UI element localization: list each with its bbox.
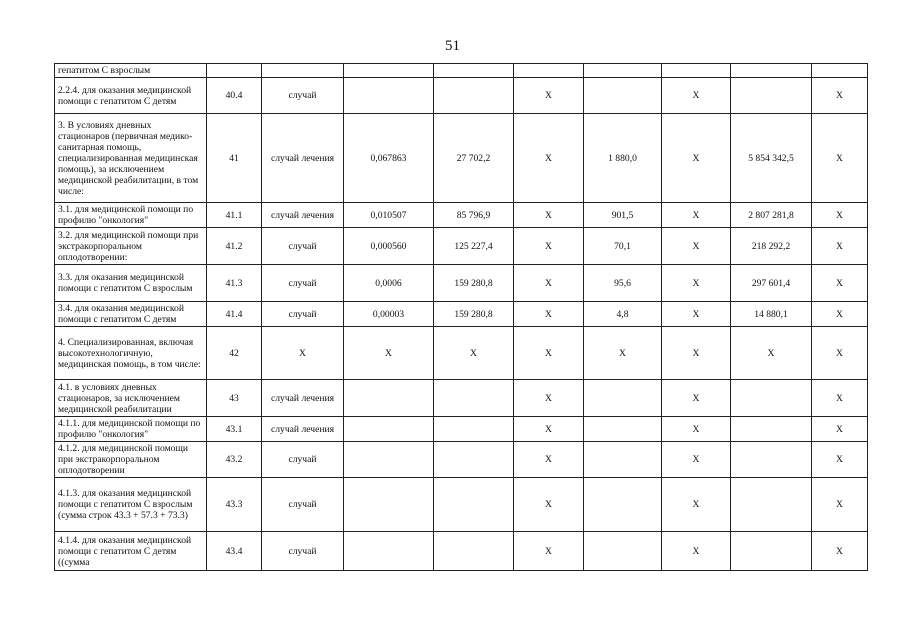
row-name-cell: 4. Специализированная, включая высокотехнологичную, медицинская помощь, в том числе: [55, 327, 207, 380]
code-cell: 41.2 [207, 228, 262, 265]
col7-cell: 95,6 [584, 265, 662, 302]
col5-cell: 125 227,4 [434, 228, 514, 265]
code-cell [207, 64, 262, 78]
col4-cell [344, 442, 434, 478]
col4-cell [344, 478, 434, 532]
table-row [55, 532, 868, 571]
col8-cell: X [662, 114, 731, 203]
row-name-cell: 3.3. для оказания медицинской помощи с гепатитом С взрослым [55, 265, 207, 302]
col5-cell: X [434, 327, 514, 380]
col4-cell: X [344, 327, 434, 380]
col4-cell [344, 532, 434, 571]
row-name-cell: 3.2. для медицинской помощи при экстракорпоральном оплодотворении: [55, 228, 207, 265]
col9-cell [731, 417, 812, 442]
unit-cell: случай [262, 442, 344, 478]
col10-cell: X [812, 442, 868, 478]
code-cell: 43.1 [207, 417, 262, 442]
col5-cell [434, 417, 514, 442]
col9-cell [731, 380, 812, 417]
code-cell: 40.4 [207, 78, 262, 114]
table-row [55, 417, 868, 442]
unit-cell: случай лечения [262, 417, 344, 442]
col4-cell [344, 380, 434, 417]
table-row [55, 442, 868, 478]
col6-cell: X [514, 327, 584, 380]
table-row [55, 114, 868, 203]
unit-cell: случай [262, 78, 344, 114]
col4-cell [344, 78, 434, 114]
col6-cell: X [514, 478, 584, 532]
col7-cell [584, 532, 662, 571]
col9-cell: 14 880,1 [731, 302, 812, 327]
col6-cell: X [514, 265, 584, 302]
col8-cell: X [662, 417, 731, 442]
col5-cell: 159 280,8 [434, 265, 514, 302]
col8-cell: X [662, 478, 731, 532]
col8-cell: X [662, 327, 731, 380]
col9-cell [731, 478, 812, 532]
col7-cell: 1 880,0 [584, 114, 662, 203]
table-row [55, 265, 868, 302]
table-row [55, 64, 868, 78]
col10-cell: X [812, 203, 868, 228]
col10-cell [812, 64, 868, 78]
col6-cell: X [514, 203, 584, 228]
col8-cell [662, 64, 731, 78]
col8-cell: X [662, 532, 731, 571]
col8-cell: X [662, 228, 731, 265]
col9-cell [731, 78, 812, 114]
col9-cell: 2 807 281,8 [731, 203, 812, 228]
col7-cell: X [584, 327, 662, 380]
col4-cell: 0,000560 [344, 228, 434, 265]
col10-cell: X [812, 417, 868, 442]
col7-cell: 70,1 [584, 228, 662, 265]
col9-cell [731, 532, 812, 571]
unit-cell: случай [262, 265, 344, 302]
col6-cell: X [514, 114, 584, 203]
unit-cell: случай лечения [262, 203, 344, 228]
col8-cell: X [662, 380, 731, 417]
col4-cell: 0,067863 [344, 114, 434, 203]
table-row [55, 228, 868, 265]
col7-cell: 901,5 [584, 203, 662, 228]
col8-cell: X [662, 442, 731, 478]
col4-cell [344, 417, 434, 442]
col7-cell [584, 417, 662, 442]
code-cell: 42 [207, 327, 262, 380]
row-name-cell: 4.1.4. для оказания медицинской помощи с гепатитом С детям ((сумма [55, 532, 207, 571]
col9-cell: 218 292,2 [731, 228, 812, 265]
row-name-cell: 4.1.2. для медицинской помощи при экстракорпоральном оплодотворении [55, 442, 207, 478]
col5-cell [434, 78, 514, 114]
col6-cell: X [514, 380, 584, 417]
col10-cell: X [812, 327, 868, 380]
col8-cell: X [662, 265, 731, 302]
col10-cell: X [812, 302, 868, 327]
col7-cell [584, 380, 662, 417]
row-name-cell: 2.2.4. для оказания медицинской помощи с гепатитом С детям [55, 78, 207, 114]
row-name-cell: 3.4. для оказания медицинской помощи с гепатитом С детям [55, 302, 207, 327]
col7-cell [584, 442, 662, 478]
col8-cell: X [662, 302, 731, 327]
code-cell: 43.2 [207, 442, 262, 478]
unit-cell: случай [262, 532, 344, 571]
table-row [55, 478, 868, 532]
row-name-cell: 4.1.3. для оказания медицинской помощи с гепатитом С взрослым (сумма строк 43.3 + 57.3 + 73.3) [55, 478, 207, 532]
table-row [55, 203, 868, 228]
col9-cell [731, 442, 812, 478]
code-cell: 43.4 [207, 532, 262, 571]
col10-cell: X [812, 532, 868, 571]
col9-cell: 5 854 342,5 [731, 114, 812, 203]
col10-cell: X [812, 478, 868, 532]
col8-cell: X [662, 78, 731, 114]
col6-cell: X [514, 442, 584, 478]
col4-cell: 0,0006 [344, 265, 434, 302]
table-row [55, 78, 868, 114]
col5-cell [434, 442, 514, 478]
col7-cell [584, 478, 662, 532]
row-name-cell: 3.1. для медицинской помощи по профилю "онкология" [55, 203, 207, 228]
col4-cell: 0,00003 [344, 302, 434, 327]
col10-cell: X [812, 114, 868, 203]
row-name-cell: 4.1.1. для медицинской помощи по профилю "онкология" [55, 417, 207, 442]
code-cell: 41.3 [207, 265, 262, 302]
unit-cell: случай [262, 478, 344, 532]
col6-cell: X [514, 417, 584, 442]
col7-cell: 4,8 [584, 302, 662, 327]
col5-cell [434, 478, 514, 532]
table-row [55, 380, 868, 417]
col10-cell: X [812, 78, 868, 114]
col9-cell: 297 601,4 [731, 265, 812, 302]
row-name-cell: 3. В условиях дневных стационаров (первичная медико-санитарная помощь, специализированная медицинская помощь), за исключением медицинской реабилитации, в том числе: [55, 114, 207, 203]
col5-cell: 85 796,9 [434, 203, 514, 228]
table-row [55, 302, 868, 327]
code-cell: 43.3 [207, 478, 262, 532]
col5-cell: 159 280,8 [434, 302, 514, 327]
col5-cell [434, 532, 514, 571]
unit-cell: случай лечения [262, 380, 344, 417]
unit-cell: случай [262, 302, 344, 327]
code-cell: 41.4 [207, 302, 262, 327]
col4-cell [344, 64, 434, 78]
col10-cell: X [812, 265, 868, 302]
col4-cell: 0,010507 [344, 203, 434, 228]
col7-cell [584, 64, 662, 78]
col10-cell: X [812, 380, 868, 417]
col5-cell [434, 64, 514, 78]
unit-cell [262, 64, 344, 78]
col5-cell [434, 380, 514, 417]
col5-cell: 27 702,2 [434, 114, 514, 203]
code-cell: 41 [207, 114, 262, 203]
col10-cell: X [812, 228, 868, 265]
data-table [54, 63, 868, 571]
col6-cell [514, 64, 584, 78]
page-number: 51 [445, 38, 460, 54]
table-row [55, 327, 868, 380]
code-cell: 41.1 [207, 203, 262, 228]
row-name-cell: гепатитом С взрослым [55, 64, 207, 78]
code-cell: 43 [207, 380, 262, 417]
col6-cell: X [514, 78, 584, 114]
col9-cell [731, 64, 812, 78]
col9-cell: X [731, 327, 812, 380]
col6-cell: X [514, 532, 584, 571]
col8-cell: X [662, 203, 731, 228]
unit-cell: случай лечения [262, 114, 344, 203]
col7-cell [584, 78, 662, 114]
unit-cell: X [262, 327, 344, 380]
col6-cell: X [514, 302, 584, 327]
col6-cell: X [514, 228, 584, 265]
unit-cell: случай [262, 228, 344, 265]
row-name-cell: 4.1. в условиях дневных стационаров, за исключением медицинской реабилитации [55, 380, 207, 417]
